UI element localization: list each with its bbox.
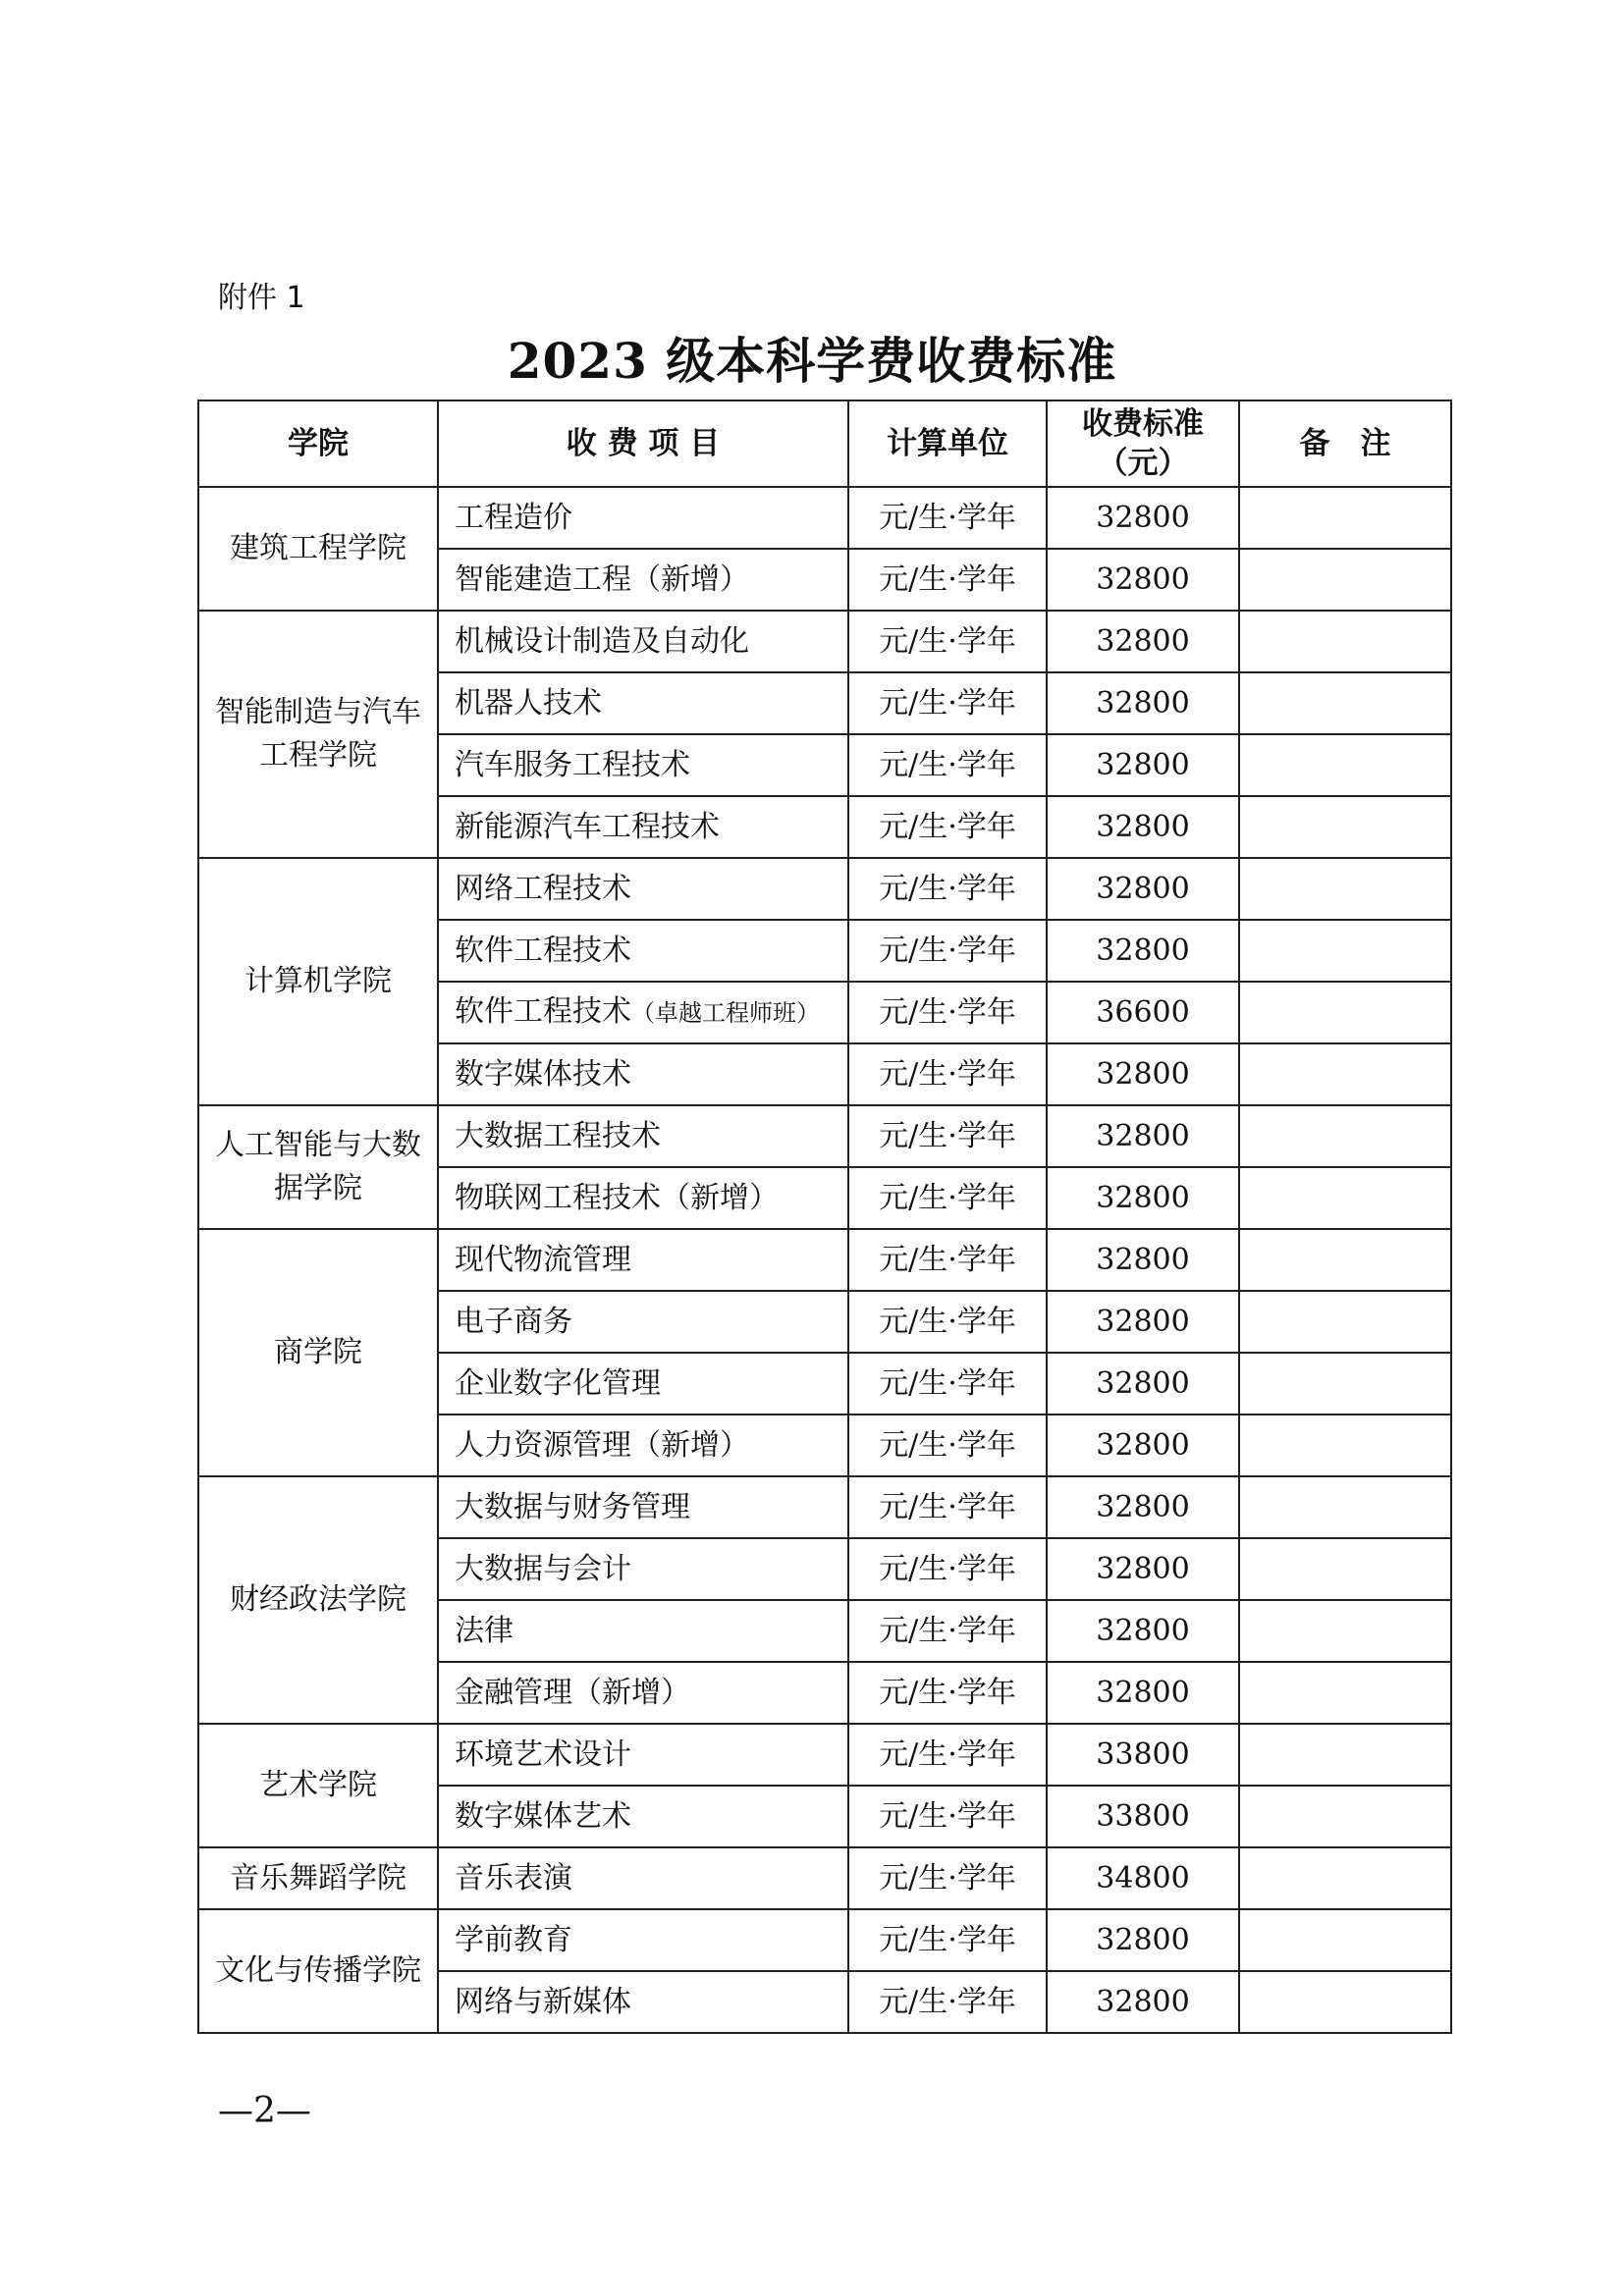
- item-name: 现代物流管理: [455, 1242, 631, 1277]
- item-cell: [438, 1971, 848, 2033]
- unit-cell: 元/生·学年: [848, 1786, 1047, 1847]
- unit-cell: 元/生·学年: [848, 1105, 1047, 1167]
- fee-cell: 32800: [1047, 734, 1239, 796]
- unit-cell: 元/生·学年: [848, 1971, 1047, 2033]
- item-cell: [438, 1476, 848, 1538]
- remark-cell: [1239, 1724, 1451, 1786]
- college-cell: 人工智能与大数据学院: [198, 1105, 438, 1229]
- fee-cell: 32800: [1047, 1600, 1239, 1662]
- college-cell: 音乐舞蹈学院: [198, 1847, 438, 1909]
- item-cell: [438, 858, 848, 920]
- page-number: —2—: [218, 2091, 311, 2131]
- item-name: 大数据工程技术: [455, 1118, 661, 1153]
- unit-cell: 元/生·学年: [848, 1538, 1047, 1600]
- remark-cell: [1239, 1971, 1451, 2033]
- college-cell: 计算机学院: [198, 858, 438, 1105]
- remark-cell: [1239, 1167, 1451, 1229]
- header-fee: [1047, 400, 1239, 487]
- remark-cell: [1239, 672, 1451, 734]
- fee-cell: 32800: [1047, 1909, 1239, 1971]
- remark-cell: [1239, 1847, 1451, 1909]
- header-item: 收 费 项 目: [438, 400, 848, 487]
- item-name: 网络工程技术: [455, 871, 631, 906]
- remark-cell: [1239, 1043, 1451, 1105]
- item-name: 工程造价: [455, 500, 572, 535]
- unit-cell: 元/生·学年: [848, 1415, 1047, 1476]
- item-cell: [438, 1600, 848, 1662]
- item-name: 新能源汽车工程技术: [455, 809, 720, 844]
- remark-cell: [1239, 1229, 1451, 1291]
- college-cell: 智能制造与汽车工程学院: [198, 611, 438, 858]
- fee-cell: 32800: [1047, 796, 1239, 858]
- remark-cell: [1239, 1353, 1451, 1415]
- fee-cell: 32800: [1047, 487, 1239, 549]
- fee-cell: 32800: [1047, 1476, 1239, 1538]
- remark-cell: [1239, 1786, 1451, 1847]
- fee-cell: 32800: [1047, 920, 1239, 982]
- item-name: 大数据与财务管理: [455, 1489, 690, 1524]
- unit-cell: 元/生·学年: [848, 982, 1047, 1043]
- fee-cell: 32800: [1047, 858, 1239, 920]
- table-row: [198, 1724, 1451, 1786]
- unit-cell: 元/生·学年: [848, 920, 1047, 982]
- item-name: 网络与新媒体: [455, 1984, 631, 2019]
- fee-cell: 32800: [1047, 1971, 1239, 2033]
- header-fee-line1: 收费标准: [1082, 406, 1204, 442]
- fee-cell: 32800: [1047, 1105, 1239, 1167]
- unit-cell: 元/生·学年: [848, 796, 1047, 858]
- document-title: 2023 级本科学费收费标准: [507, 332, 1117, 390]
- fee-cell: 32800: [1047, 1662, 1239, 1724]
- unit-cell: 元/生·学年: [848, 672, 1047, 734]
- unit-cell: 元/生·学年: [848, 1229, 1047, 1291]
- unit-cell: 元/生·学年: [848, 1476, 1047, 1538]
- table-row: [198, 1105, 1451, 1167]
- header-college: 学院: [198, 400, 438, 487]
- item-cell: [438, 1909, 848, 1971]
- fee-cell: 32800: [1047, 1167, 1239, 1229]
- unit-cell: 元/生·学年: [848, 1167, 1047, 1229]
- unit-cell: 元/生·学年: [848, 549, 1047, 611]
- header-remark: 备 注: [1239, 400, 1451, 487]
- fee-cell: 32800: [1047, 1415, 1239, 1476]
- item-cell: [438, 549, 848, 611]
- item-cell: [438, 982, 848, 1043]
- item-cell: [438, 1724, 848, 1786]
- table-row: [198, 1847, 1451, 1909]
- item-cell: [438, 487, 848, 549]
- table-row: [198, 858, 1451, 920]
- fee-cell: 32800: [1047, 1229, 1239, 1291]
- table-row: [198, 611, 1451, 672]
- header-fee-line2: （元）: [1097, 446, 1189, 481]
- unit-cell: 元/生·学年: [848, 1043, 1047, 1105]
- unit-cell: 元/生·学年: [848, 734, 1047, 796]
- unit-cell: 元/生·学年: [848, 1291, 1047, 1353]
- table-row: [198, 1476, 1451, 1538]
- fee-cell: 32800: [1047, 1538, 1239, 1600]
- item-cell: [438, 1538, 848, 1600]
- item-cell: [438, 1229, 848, 1291]
- remark-cell: [1239, 549, 1451, 611]
- unit-cell: 元/生·学年: [848, 1353, 1047, 1415]
- college-cell: 商学院: [198, 1229, 438, 1476]
- item-cell: [438, 920, 848, 982]
- item-name: 音乐表演: [455, 1860, 572, 1896]
- college-cell: 建筑工程学院: [198, 487, 438, 611]
- unit-cell: 元/生·学年: [848, 611, 1047, 672]
- remark-cell: [1239, 1909, 1451, 1971]
- item-cell: [438, 796, 848, 858]
- fee-cell: 32800: [1047, 1291, 1239, 1353]
- item-name: 金融管理（新增）: [455, 1675, 690, 1710]
- remark-cell: [1239, 920, 1451, 982]
- item-name: 环境艺术设计: [455, 1736, 631, 1772]
- item-name: 电子商务: [455, 1304, 572, 1339]
- item-cell: [438, 672, 848, 734]
- item-name: 企业数字化管理: [455, 1365, 661, 1401]
- college-cell: 财经政法学院: [198, 1476, 438, 1724]
- item-cell: [438, 1847, 848, 1909]
- item-name: 法律: [455, 1613, 514, 1648]
- remark-cell: [1239, 1476, 1451, 1538]
- table-body: [198, 487, 1451, 2033]
- remark-cell: [1239, 1105, 1451, 1167]
- item-name: 机器人技术: [455, 685, 602, 721]
- fee-cell: 32800: [1047, 1043, 1239, 1105]
- item-cell: [438, 1291, 848, 1353]
- fee-cell: 32800: [1047, 1353, 1239, 1415]
- unit-cell: 元/生·学年: [848, 487, 1047, 549]
- college-cell: 艺术学院: [198, 1724, 438, 1847]
- college-cell: 文化与传播学院: [198, 1909, 438, 2033]
- remark-cell: [1239, 1291, 1451, 1353]
- unit-cell: 元/生·学年: [848, 858, 1047, 920]
- item-cell: [438, 1662, 848, 1724]
- table-row: [198, 1909, 1451, 1971]
- fee-cell: 34800: [1047, 1847, 1239, 1909]
- remark-cell: [1239, 858, 1451, 920]
- remark-cell: [1239, 734, 1451, 796]
- item-name: 数字媒体技术: [455, 1056, 631, 1092]
- attachment-label: 附件 1: [218, 281, 305, 315]
- item-cell: [438, 1786, 848, 1847]
- table-header-row: [198, 400, 1451, 487]
- item-name: 人力资源管理（新增）: [455, 1427, 749, 1463]
- remark-cell: [1239, 1600, 1451, 1662]
- remark-cell: [1239, 611, 1451, 672]
- item-name: 学前教育: [455, 1922, 572, 1957]
- item-cell: [438, 1167, 848, 1229]
- item-name: 软件工程技术: [455, 933, 631, 968]
- remark-cell: [1239, 796, 1451, 858]
- fee-cell: 32800: [1047, 672, 1239, 734]
- item-cell: [438, 1415, 848, 1476]
- item-name: 物联网工程技术（新增）: [455, 1180, 779, 1215]
- item-name: 数字媒体艺术: [455, 1798, 631, 1834]
- item-name: 大数据与会计: [455, 1551, 631, 1586]
- item-name: 智能建造工程（新增）: [455, 561, 749, 597]
- item-name: 软件工程技术: [455, 994, 631, 1029]
- remark-cell: [1239, 1662, 1451, 1724]
- item-cell: [438, 1353, 848, 1415]
- fee-table: [197, 400, 1452, 2034]
- item-note: （卓越工程师班）: [631, 999, 820, 1027]
- unit-cell: 元/生·学年: [848, 1662, 1047, 1724]
- fee-cell: 32800: [1047, 611, 1239, 672]
- remark-cell: [1239, 1415, 1451, 1476]
- item-name: 汽车服务工程技术: [455, 747, 690, 782]
- fee-cell: 33800: [1047, 1786, 1239, 1847]
- unit-cell: 元/生·学年: [848, 1600, 1047, 1662]
- fee-cell: 32800: [1047, 549, 1239, 611]
- unit-cell: 元/生·学年: [848, 1847, 1047, 1909]
- item-cell: [438, 1105, 848, 1167]
- item-name: 机械设计制造及自动化: [455, 623, 749, 659]
- header-unit: 计算单位: [848, 400, 1047, 487]
- unit-cell: 元/生·学年: [848, 1724, 1047, 1786]
- unit-cell: 元/生·学年: [848, 1909, 1047, 1971]
- fee-cell: 33800: [1047, 1724, 1239, 1786]
- fee-cell: 36600: [1047, 982, 1239, 1043]
- remark-cell: [1239, 1538, 1451, 1600]
- item-cell: [438, 1043, 848, 1105]
- remark-cell: [1239, 982, 1451, 1043]
- table-row: [198, 487, 1451, 549]
- item-cell: [438, 734, 848, 796]
- table-row: [198, 1229, 1451, 1291]
- remark-cell: [1239, 487, 1451, 549]
- item-cell: [438, 611, 848, 672]
